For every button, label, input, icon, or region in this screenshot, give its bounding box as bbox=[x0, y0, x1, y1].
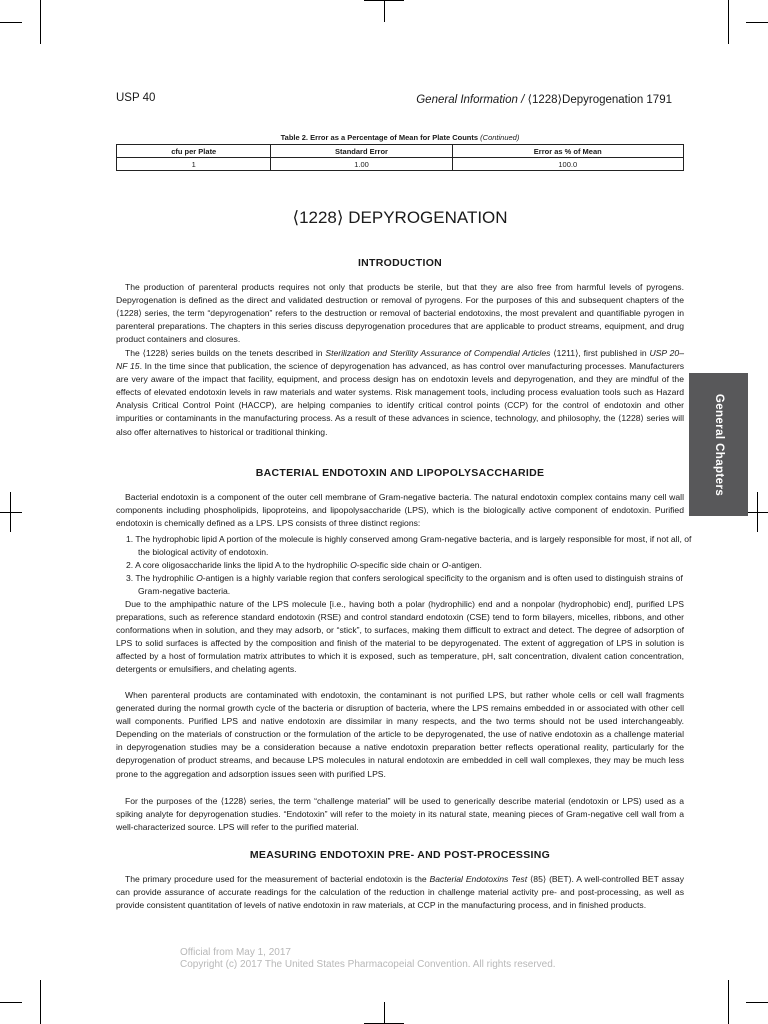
section-tab-label: General Chapters bbox=[712, 393, 725, 496]
header-section-label: General Information / bbox=[416, 94, 528, 106]
footer-copyright: Copyright (c) 2017 The United States Pharmacopeial Convention. All rights reserved. bbox=[180, 959, 556, 970]
crop-mark bbox=[10, 492, 11, 532]
paragraph-text: The production of parenteral products requires not only that products be sterile, but that they are also free from harmful levels of pyrogens. Depyrogenation is defined as the direct and validated destruction or removal of pyrogens. For the purposes of this and subsequent chapters of the ⟨1228⟩ series, the term “depyrogenation” refers to the destruction or removal of bacterial endotoxins, the most prevalent and quantifiable pyrogen in parenteral preparations. The chapters in this series discuss depyrogenation procedures that are applicable to product streams, equipment, and drug product containers and closures. bbox=[116, 282, 684, 345]
list-text: 2. A core oligosaccharide links the lipid A to the hydrophilic bbox=[126, 560, 351, 570]
header-page-label: ⟨1228⟩Depyrogenation 1791 bbox=[527, 94, 672, 106]
list-text: -specific side chain or bbox=[356, 560, 442, 570]
column-header: cfu per Plate bbox=[117, 145, 271, 158]
table-caption-continued: (Continued) bbox=[480, 133, 520, 142]
paragraph-measuring-1 bbox=[116, 873, 684, 912]
table-row bbox=[117, 158, 684, 171]
paragraph-bacterial-4 bbox=[116, 795, 684, 834]
list-text: -antigen. bbox=[448, 560, 482, 570]
list-item bbox=[126, 559, 696, 572]
list-item: 1. The hydrophobic lipid A portion of the molecule is highly conserved among Gram-negative bacteria, and is largely responsible for most, if not all, of the biological activity of endotoxin. bbox=[126, 534, 692, 558]
section-tab bbox=[689, 373, 748, 516]
crop-mark bbox=[40, 980, 41, 1024]
running-header-right bbox=[416, 92, 672, 106]
crop-mark bbox=[746, 22, 768, 23]
crop-mark bbox=[0, 512, 22, 513]
table-cell: 1.00 bbox=[271, 158, 452, 171]
crop-mark bbox=[728, 0, 729, 44]
paragraph-text: The primary procedure used for the measurement of bacterial endotoxin is the bbox=[125, 874, 430, 884]
section-heading-bacterial-endotoxin: BACTERIAL ENDOTOXIN AND LIPOPOLYSACCHARIDE bbox=[255, 467, 545, 479]
paragraph-text: ⟨85⟩ (BET). A well-controlled BET assay can provide assurance of accurate readings for the calculation of the reduction in challenge material activity pre- and post-processing, as well as provide consistent quantitation of levels of native endotoxin in raw materials, at CCP in the manufacturing process, and in finished products. bbox=[116, 874, 684, 911]
paragraph-text: When parenteral products are contaminated with endotoxin, the contaminant is not purified LPS, but rather whole cells or cell wall fragments generated during the normal growth cycle of the bacteria or disruption of bacteria, where the LPS remains embedded in or associated with other cell wall components. Purified LPS and native endotoxin are dissimilar in many respects, and the two terms should not be used interchangeably. Depending on the materials of construction or the formulation of the article to be depyrogenated, the use of native endotoxin as a challenge material in depyrogenation studies may be a consideration because a native endotoxin preparation better reflects operational reality, particularly for the depyrogenation of product streams, and because LPS molecules in natural endotoxin are embedded in cell wall complexes, they may be much less prone to the aggregation and adsorption issues seen with purified LPS. bbox=[116, 690, 684, 779]
paragraph-intro-1 bbox=[116, 281, 684, 346]
crop-mark bbox=[757, 492, 758, 532]
error-table bbox=[116, 144, 684, 171]
paragraph-intro-2 bbox=[116, 347, 684, 439]
crop-mark bbox=[0, 22, 22, 23]
crop-mark bbox=[746, 1002, 768, 1003]
paragraph-text: . In the time since that publication, the science of depyrogenation has advanced, as has control over manufacturing processes. Manufacturers are very aware of the impact that facility, equipment, and process design has on endotoxin levels and depyrogenation, and they are mindful of the effects of elevated endotoxin levels in raw materials and water systems. Risk management tools, including process evaluation tools such as Hazard Analysis Critical Control Point (HACCP), are helping companies to identify critical control points (CCP) for the control of endotoxin and other impurities or contaminants in the manufacturing process. As a result of these advances in science, technology, and philosophy, the ⟨1228⟩ series will also offer alternatives to historical or traditional thinking. bbox=[116, 361, 685, 437]
table-cell: 100.0 bbox=[452, 158, 683, 171]
chapter-title: ⟨1228⟩ DEPYROGENATION bbox=[292, 208, 508, 227]
crop-mark bbox=[0, 1002, 22, 1003]
table-caption bbox=[116, 133, 684, 142]
column-header: Error as % of Mean bbox=[452, 145, 683, 158]
chapter-reference: Bacterial Endotoxins Test bbox=[429, 874, 528, 884]
section-heading-measuring-endotoxin: MEASURING ENDOTOXIN PRE- AND POST-PROCESSING bbox=[249, 849, 551, 861]
paragraph-bacterial-2 bbox=[116, 598, 684, 677]
paragraph-text: Due to the amphipathic nature of the LPS molecule [i.e., having both a polar (hydrophilic) end and a nonpolar (hydrophobic) end], purified LPS preparations, such as reference standard endotoxin (RSE) and control standard endotoxin (CSE) tend to form bilayers, micelles, ribbons, and other conformations when in solution, and they may adsorb, or “stick”, to surfaces, making them difficult to extract and detect. The degree of adsorption of LPS to solid surfaces is affected by the composition and finish of the material to be depyrogenated. The extent of aggregation of LPS in solution is affected by a host of formulation matrix attributes to which it is exposed, such as temperature, pH, salt concentration, divalent cation concentration, detergents or emulsifiers, and chelating agents. bbox=[116, 599, 684, 675]
column-header: Standard Error bbox=[271, 145, 452, 158]
publication-reference: USP 20–NF 15 bbox=[116, 348, 684, 372]
crop-mark bbox=[384, 1002, 385, 1024]
footer-official-date: Official from May 1, 2017 bbox=[180, 947, 291, 958]
crop-mark bbox=[384, 0, 385, 22]
list-text: -antigen is a highly variable region that confers serological specificity to the organism and is often used to distinguish strains of Gram-negative bacteria. bbox=[138, 573, 683, 597]
paragraph-text: For the purposes of the ⟨1228⟩ series, the term “challenge material” will be used to generically describe material (endotoxin or LPS) used as a spiking analyte for depyrogenation studies. “Endotoxin” will refer to the moiety in its natural state, meaning pieces of Gram-negative cell wall from a well-characterized source. LPS will refer to the purified material. bbox=[116, 796, 684, 833]
paragraph-text: The ⟨1228⟩ series builds on the tenets described in bbox=[125, 348, 326, 358]
list-text: 3. The hydrophilic bbox=[126, 573, 197, 583]
list-item bbox=[126, 572, 696, 598]
paragraph-text: ⟨1211⟩, first published in bbox=[550, 348, 650, 358]
chapter-reference: Sterilization and Sterility Assurance of Compendial Articles bbox=[325, 348, 551, 358]
paragraph-bacterial-3 bbox=[116, 689, 684, 781]
table-cell: 1 bbox=[117, 158, 271, 171]
paragraph-text: Bacterial endotoxin is a component of the outer cell membrane of Gram-negative bacteria. The natural endotoxin complex contains many cell wall components including phospholipids, lipoproteins, and lipopolysaccharide (LPS), which is the biologically active component of endotoxin. Purified endotoxin is chemically defined as a LPS. LPS consists of three distinct regions: bbox=[116, 492, 684, 529]
list-text: O bbox=[441, 560, 449, 570]
paragraph-bacterial-1 bbox=[116, 491, 684, 530]
crop-mark bbox=[364, 0, 404, 1]
crop-mark bbox=[40, 0, 41, 44]
table-caption-text: Table 2. Error as a Percentage of Mean for Plate Counts bbox=[280, 133, 481, 142]
list-text: O bbox=[196, 573, 203, 583]
running-header-left: USP 40 bbox=[116, 92, 156, 104]
section-heading-introduction: INTRODUCTION bbox=[357, 257, 443, 269]
crop-mark bbox=[728, 980, 729, 1024]
list-text: O bbox=[350, 560, 357, 570]
